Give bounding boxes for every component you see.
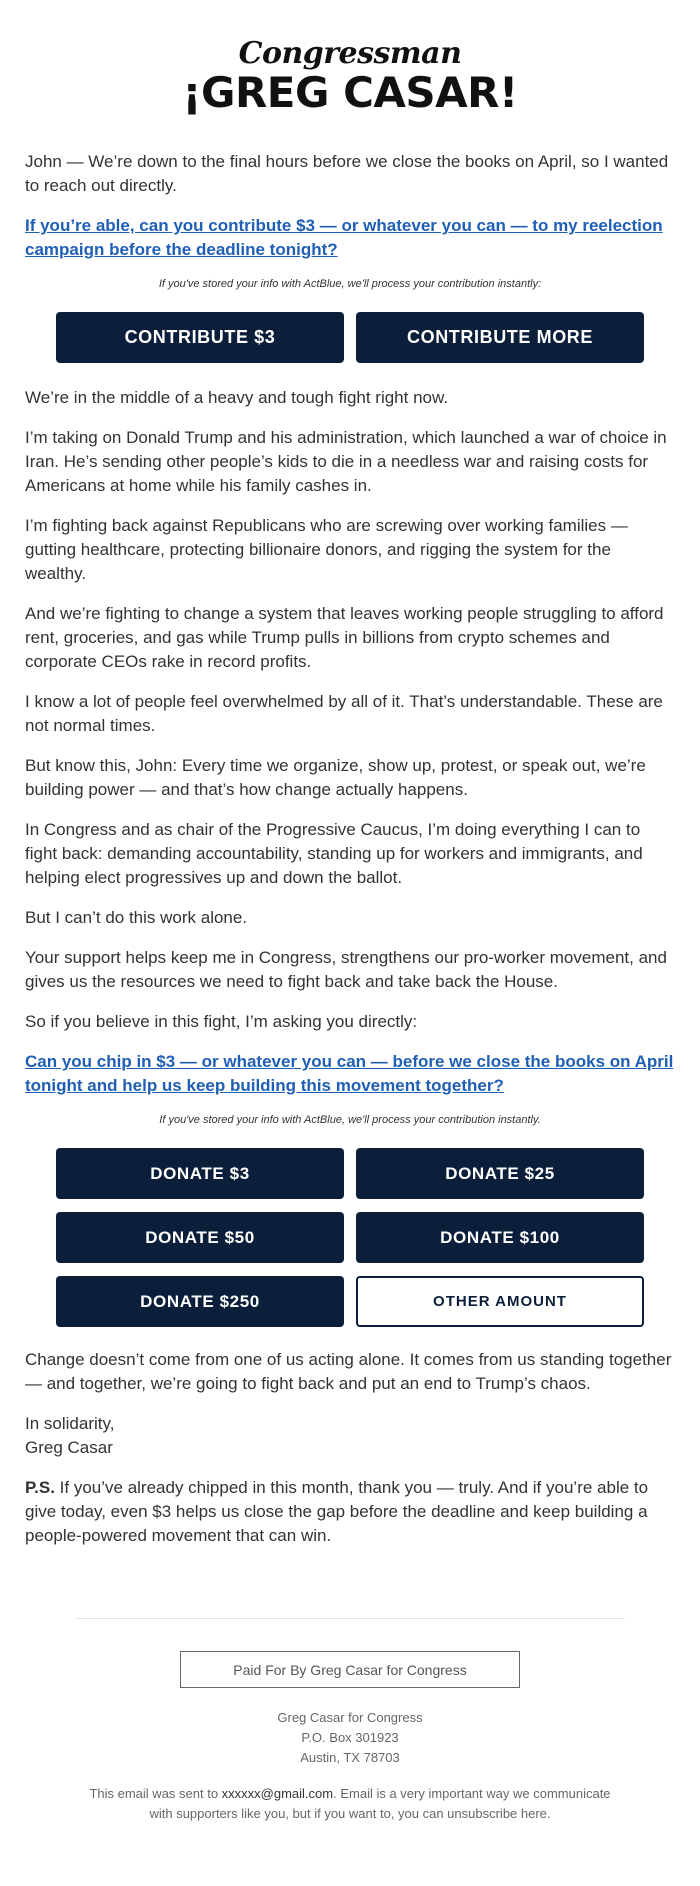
donate-25-button[interactable]: DONATE $25 [356, 1148, 644, 1199]
closing-paragraph: Change doesn’t come from one of us acting alone. It comes from us standing together — and together, we’re going to fight back and put an end to Trump’s chaos. [25, 1350, 672, 1393]
email-body [0, 150, 700, 1548]
intro-paragraph: John — We’re down to the final hours before we close the books on April, so I wanted to reach out directly. [25, 152, 669, 195]
body-paragraph: We’re in the middle of a heavy and tough fight right now. [25, 388, 449, 407]
footer-notice [0, 1784, 700, 1824]
donate-button-row [25, 1276, 675, 1327]
donate-button-row [25, 1148, 675, 1199]
address-line: Austin, TX 78703 [300, 1750, 400, 1765]
signature [25, 1412, 675, 1460]
actblue-note-2: If you've stored your info with ActBlue, we'll process your contribution instantly. [159, 1114, 541, 1126]
body-paragraph: I’m fighting back against Republicans who are screwing over working families — gutting healthcare, protecting billionaire donors, and rigging the system for the wealthy. [25, 516, 628, 583]
sent-prefix: This email was sent to [89, 1786, 222, 1801]
ask-link-top[interactable]: If you’re able, can you contribute $3 — or whatever you can — to my reelection campaign before the deadline tonight? [25, 216, 663, 259]
signoff-line: In solidarity, [25, 1414, 115, 1433]
body-paragraph: So if you believe in this fight, I’m asking you directly: [25, 1012, 418, 1031]
signer-name: Greg Casar [25, 1438, 113, 1457]
address-line: P.O. Box 301923 [301, 1730, 399, 1745]
mailing-address [0, 1708, 700, 1768]
campaign-logo [0, 0, 700, 150]
footer-divider [75, 1618, 625, 1619]
contribute-button-row [25, 312, 675, 363]
donate-50-button[interactable]: DONATE $50 [56, 1212, 344, 1263]
body-paragraph: But I can’t do this work alone. [25, 908, 248, 927]
other-amount-button[interactable]: OTHER AMOUNT [356, 1276, 644, 1327]
contribute-3-button[interactable]: CONTRIBUTE $3 [56, 312, 344, 363]
donate-button-row [25, 1212, 675, 1263]
sent-suffix[interactable]: . Email is a very important way we communicate with supporters like you, but if you want to, you can unsubscribe here. [149, 1786, 611, 1821]
logo-line-name: ¡GREG CASAR! [182, 68, 518, 117]
body-paragraph: In Congress and as chair of the Progressive Caucus, I’m doing everything I can to fight back: demanding accountability, standing up for workers and immigrants, and helping elect progressives up and down the ballot. [25, 820, 643, 887]
contribute-more-button[interactable]: CONTRIBUTE MORE [356, 312, 644, 363]
body-paragraph: Your support helps keep me in Congress, strengthens our pro-worker movement, and gives us the resources we need to fight back and take back the House. [25, 948, 667, 991]
body-paragraph: I’m taking on Donald Trump and his administration, which launched a war of choice in Iran. He’s sending other people’s kids to die in a needless war and raising costs for Americans at home while his family cashes in. [25, 428, 667, 495]
donate-250-button[interactable]: DONATE $250 [56, 1276, 344, 1327]
logo-line-congressman: Congressman [238, 36, 462, 71]
donate-100-button[interactable]: DONATE $100 [356, 1212, 644, 1263]
body-paragraph: And we’re fighting to change a system that leaves working people struggling to afford rent, groceries, and gas while Trump pulls in billions from crypto schemes and corporate CEOs rake in record profits. [25, 604, 664, 671]
address-line: Greg Casar for Congress [277, 1710, 423, 1725]
donate-3-button[interactable]: DONATE $3 [56, 1148, 344, 1199]
paid-for-disclaimer: Paid For By Greg Casar for Congress [180, 1651, 520, 1688]
postscript [25, 1476, 675, 1548]
ps-text: If you’ve already chipped in this month, thank you — truly. And if you’re able to give today, even $3 helps us close the gap before the deadline and keep building a people-powered movement that can win. [25, 1478, 649, 1545]
recipient-email: xxxxxx@gmail.com [221, 1786, 334, 1801]
body-paragraph: I know a lot of people feel overwhelmed by all of it. That’s understandable. These are not normal times. [25, 692, 663, 735]
ps-label: P.S. [25, 1478, 55, 1497]
body-paragraph: But know this, John: Every time we organize, show up, protest, or speak out, we’re building power — and that’s how change actually happens. [25, 756, 646, 799]
ask-link-bottom[interactable]: Can you chip in $3 — or whatever you can — before we close the books on April tonight and help us keep building this movement together? [25, 1052, 674, 1095]
actblue-note: If you've stored your info with ActBlue, we'll process your contribution instantly: [158, 278, 542, 290]
